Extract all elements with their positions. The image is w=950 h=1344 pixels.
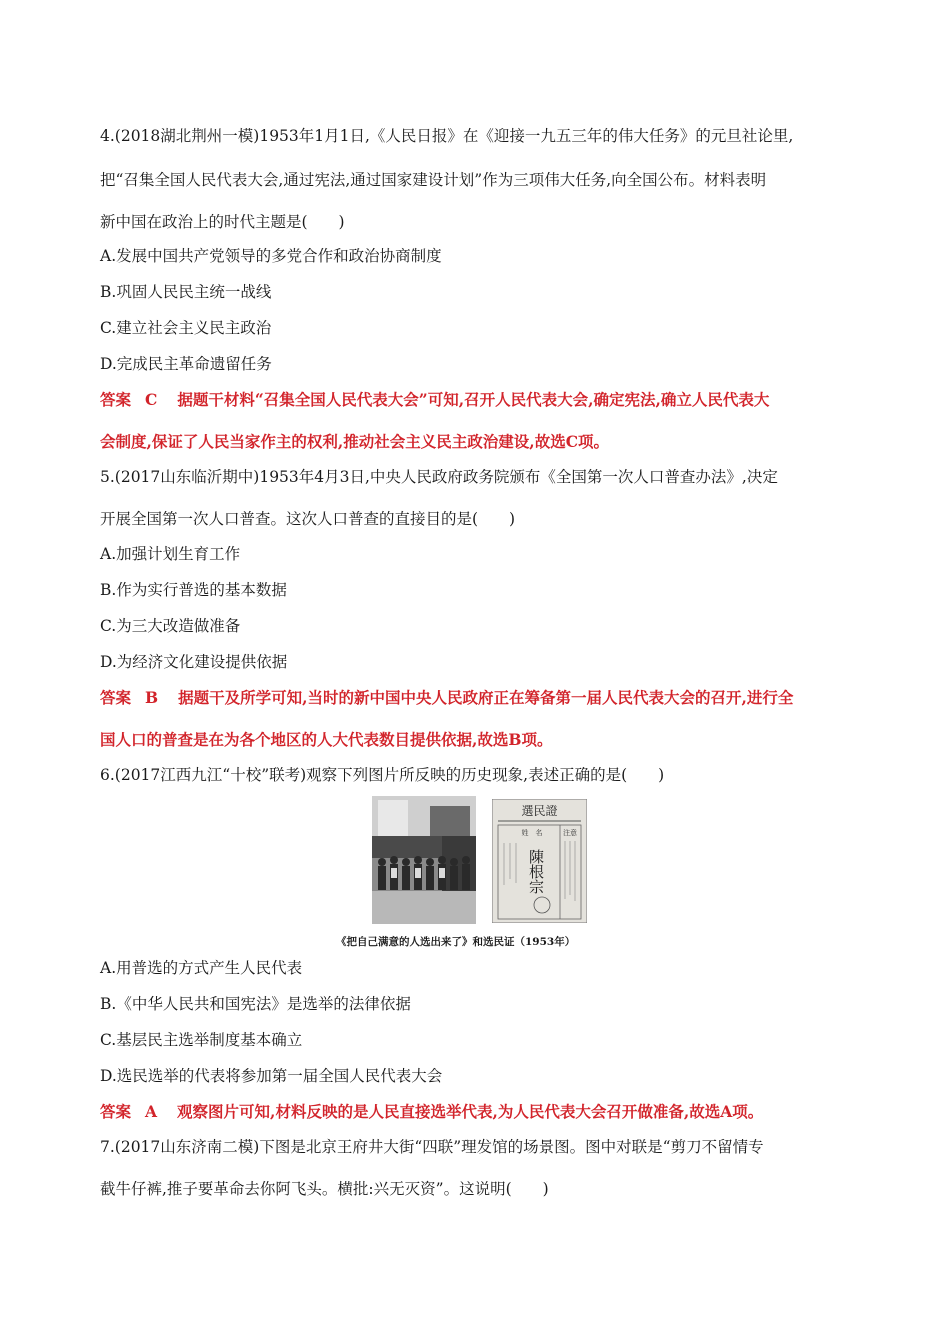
answer-letter: B bbox=[145, 688, 159, 707]
answer-text: 观察图片可知,材料反映的是人民直接选举代表,为人民代表大会召开做准备,故选A项。 bbox=[177, 1102, 764, 1121]
q7-stem-line-2: 截牛仔裤,推子要革命去你阿飞头。横批:兴无灭资”。这说明( ) bbox=[100, 1180, 549, 1198]
q5-answer-line-1 bbox=[100, 688, 793, 708]
voter-card-name-label: 姓 名 bbox=[521, 829, 543, 837]
q5-stem-line-1: 5.(2017山东临沂期中)1953年4月3日,中央人民政府政务院颁布《全国第一次人口普查办法》,决定 bbox=[100, 468, 778, 486]
voter-card-name: 陳根宗 bbox=[527, 849, 545, 894]
q4-option-b: B.巩固人民民主统一战线 bbox=[100, 283, 272, 301]
q6-option-c: C.基层民主选举制度基本确立 bbox=[100, 1031, 303, 1049]
q6-option-d: D.选民选举的代表将参加第一届全国人民代表大会 bbox=[100, 1067, 443, 1085]
voter-card-title: 選民證 bbox=[521, 804, 558, 818]
q4-option-c: C.建立社会主义民主政治 bbox=[100, 319, 272, 337]
q4-answer-line-2: 会制度,保证了人民当家作主的权利,推动社会主义民主政治建设,故选C项。 bbox=[100, 432, 610, 451]
q6-option-a: A.用普选的方式产生人民代表 bbox=[100, 959, 303, 977]
q4-option-d: D.完成民主革命遗留任务 bbox=[100, 355, 272, 373]
answer-letter: C bbox=[145, 390, 158, 409]
answer-text: 据题干及所学可知,当时的新中国中央人民政府正在筹备第一届人民代表大会的召开,进行全 bbox=[178, 688, 794, 707]
q5-option-c: C.为三大改造做准备 bbox=[100, 617, 241, 635]
voter-card-image bbox=[492, 799, 587, 923]
answer-tag: 答案 bbox=[100, 1102, 132, 1121]
answer-tag: 答案 bbox=[100, 688, 132, 707]
voter-card-note-label: 注意 bbox=[563, 829, 577, 837]
voters-photo bbox=[372, 796, 476, 924]
q6-figure-caption: 《把自己满意的人选出来了》和选民证（1953年） bbox=[336, 936, 576, 948]
answer-letter: A bbox=[145, 1102, 158, 1121]
q5-option-d: D.为经济文化建设提供依据 bbox=[100, 653, 288, 671]
q6-figure bbox=[372, 796, 612, 926]
q6-option-b: B.《中华人民共和国宪法》是选举的法律依据 bbox=[100, 995, 411, 1013]
q4-stem-line-1: 4.(2018湖北荆州一模)1953年1月1日,《人民日报》在《迎接一九五三年的伟大任务》的元旦社论里, bbox=[100, 127, 794, 145]
q7-stem-line-1: 7.(2017山东济南二模)下图是北京王府井大街“四联”理发馆的场景图。图中对联是“剪刀不留情专 bbox=[100, 1138, 764, 1156]
q4-stem-line-3: 新中国在政治上的时代主题是( ) bbox=[100, 213, 345, 231]
q6-answer-line-1 bbox=[100, 1102, 763, 1122]
q4-answer-line-1 bbox=[100, 390, 769, 410]
q4-option-a: A.发展中国共产党领导的多党合作和政治协商制度 bbox=[100, 247, 442, 265]
q5-answer-line-2: 国人口的普查是在为各个地区的人大代表数目提供依据,故选B项。 bbox=[100, 730, 553, 749]
q4-stem-line-2: 把“召集全国人民代表大会,通过宪法,通过国家建设计划”作为三项伟大任务,向全国公布。材料表明 bbox=[100, 171, 767, 189]
q5-stem-line-2: 开展全国第一次人口普查。这次人口普查的直接目的是( ) bbox=[100, 510, 516, 528]
q5-option-b: B.作为实行普选的基本数据 bbox=[100, 581, 287, 599]
answer-tag: 答案 bbox=[100, 390, 132, 409]
q6-stem-line-1: 6.(2017江西九江“十校”联考)观察下列图片所反映的历史现象,表述正确的是( ) bbox=[100, 766, 665, 784]
answer-text: 据题干材料“召集全国人民代表大会”可知,召开人民代表大会,确定宪法,确立人民代表大 bbox=[177, 390, 770, 409]
q5-option-a: A.加强计划生育工作 bbox=[100, 545, 241, 563]
